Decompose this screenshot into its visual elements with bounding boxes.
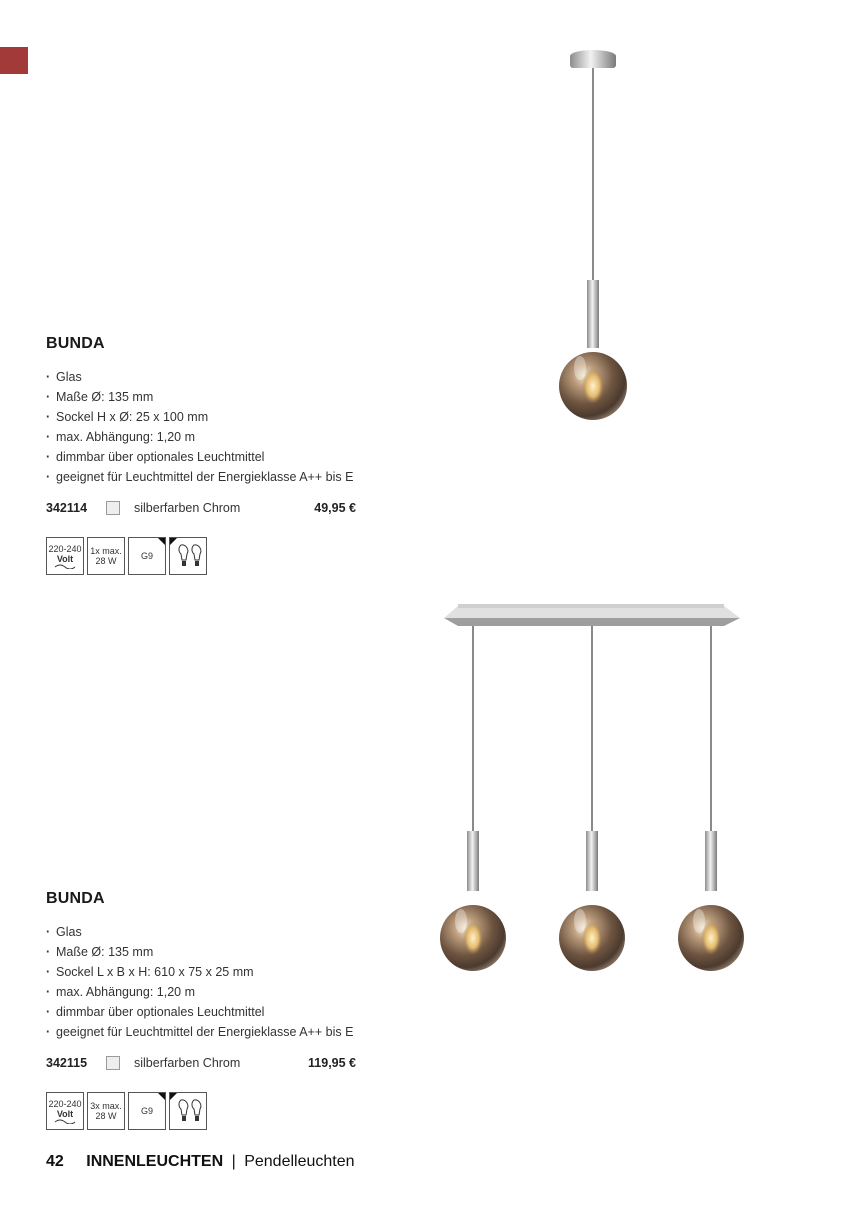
feature-item: · Sockel H x Ø: 25 x 100 mm (46, 407, 386, 427)
feature-item: · geeignet für Leuchtmittel der Energieklasse A++ bis E (46, 1022, 386, 1042)
feature-item: · Glas (46, 367, 386, 387)
socket-icon (128, 1092, 166, 1130)
product-title: BUNDA (46, 890, 105, 907)
socket-type: G9 (140, 551, 153, 561)
wattage-icon (87, 1092, 125, 1130)
feature-item: · max. Abhängung: 1,20 m (46, 982, 386, 1002)
bulb-count: 3x max. (90, 1101, 122, 1111)
feature-item: · geeignet für Leuchtmittel der Energieklasse A++ bis E (46, 467, 386, 487)
wattage: 28 W (95, 1111, 117, 1121)
feature-list (46, 922, 386, 1042)
feature-item: · Glas (46, 922, 386, 942)
voltage-label: Volt (56, 1108, 74, 1119)
price-row (46, 1056, 356, 1070)
section-title: INNENLEUCHTEN (86, 1153, 224, 1170)
spec-icons (46, 1092, 207, 1130)
socket-type: G9 (140, 1106, 153, 1116)
voltage-range: 220-240 (48, 1098, 82, 1109)
product-block-2 (46, 890, 386, 1121)
feature-item: · Sockel L x B x H: 610 x 75 x 25 mm (46, 962, 386, 982)
voltage-label: Volt (56, 553, 74, 564)
price: 119,95 € (308, 1056, 356, 1070)
spec-icons (46, 537, 207, 575)
page-number: 42 (46, 1153, 64, 1170)
bulb-type-icon (169, 1092, 207, 1130)
light-bulb-icon (172, 1096, 204, 1126)
feature-item: · max. Abhängung: 1,20 m (46, 427, 386, 447)
footer-separator: | (231, 1153, 236, 1170)
article-number: 342115 (46, 1056, 88, 1070)
color-name: silberfarben Chrom (134, 501, 241, 515)
feature-item: · Maße Ø: 135 mm (46, 387, 386, 407)
wattage-icon (87, 537, 125, 575)
article-number: 342114 (46, 501, 88, 515)
color-swatch (106, 1056, 120, 1070)
wattage: 28 W (95, 556, 117, 566)
voltage-icon (46, 537, 84, 575)
feature-list (46, 367, 386, 487)
light-bulb-icon (172, 541, 204, 571)
single-pendant-lamp-image (550, 48, 640, 428)
triple-pendant-lamp-image (440, 600, 745, 980)
ac-wave-icon (54, 564, 76, 569)
socket-icon (128, 537, 166, 575)
color-swatch (106, 501, 120, 515)
page-footer (46, 1153, 355, 1171)
page-corner-marker (0, 47, 28, 74)
ac-wave-icon (54, 1119, 76, 1124)
feature-item: · dimmbar über optionales Leuchtmittel (46, 1002, 386, 1022)
voltage-icon (46, 1092, 84, 1130)
feature-item: · dimmbar über optionales Leuchtmittel (46, 447, 386, 467)
bulb-count: 1x max. (90, 546, 122, 556)
price-row (46, 501, 356, 515)
voltage-range: 220-240 (48, 543, 82, 554)
product-block-1 (46, 335, 386, 566)
product-title: BUNDA (46, 335, 105, 352)
bulb-type-icon (169, 537, 207, 575)
feature-item: · Maße Ø: 135 mm (46, 942, 386, 962)
category-title: Pendelleuchten (244, 1153, 355, 1170)
color-name: silberfarben Chrom (134, 1056, 241, 1070)
price: 49,95 € (314, 501, 356, 515)
